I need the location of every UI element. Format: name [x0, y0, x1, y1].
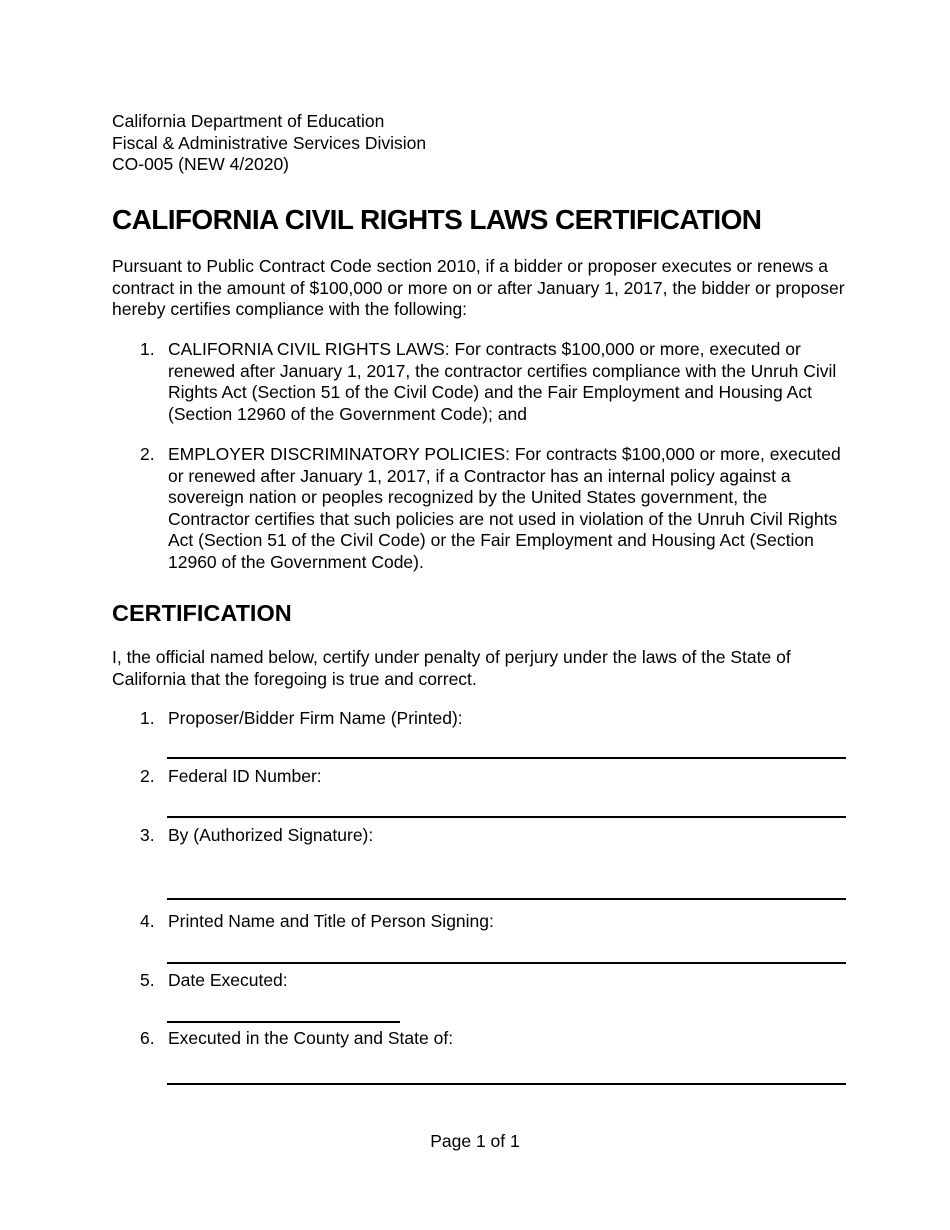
- certification-intro: I, the official named below, certify under penalty of perjury under the laws of the State of California that the foregoing is true and correct.: [112, 647, 791, 689]
- field-number: 6.: [140, 1028, 155, 1048]
- field-label: Date Executed:: [168, 970, 288, 990]
- field-number: 1.: [140, 708, 155, 728]
- date-executed-line[interactable]: [167, 1021, 400, 1023]
- firm-name-line[interactable]: [167, 757, 846, 759]
- field-number: 4.: [140, 911, 155, 931]
- document-page: [112, 111, 847, 1048]
- requirement-number: 2.: [140, 444, 155, 464]
- division-name: Fiscal & Administrative Services Division: [112, 132, 427, 153]
- requirement-text: CALIFORNIA CIVIL RIGHTS LAWS: For contracts $100,000 or more, executed or renewed after January 1, 2017, the contractor certifies compliance with the Unruh Civil Rights Act (Section 51 of the Civil Code) and the Fair Employment and Housing Act (Section 12960 of the Government Code); and: [168, 339, 837, 424]
- field-label: Executed in the County and State of:: [168, 1028, 454, 1048]
- county-state-line[interactable]: [167, 1083, 846, 1085]
- page-number: Page 1 of 1: [430, 1131, 520, 1151]
- requirement-number: 1.: [140, 339, 155, 359]
- field-label: Proposer/Bidder Firm Name (Printed):: [168, 708, 463, 728]
- field-number: 2.: [140, 766, 155, 786]
- signature-line[interactable]: [167, 898, 846, 900]
- intro-paragraph: Pursuant to Public Contract Code section 2010, if a bidder or proposer executes or renews a contract in the amount of $100,000 or more on or after January 1, 2017, the bidder or proposer hereby certifies compliance with the following:: [112, 256, 845, 319]
- department-name: California Department of Education: [112, 111, 385, 131]
- field-number: 5.: [140, 970, 155, 990]
- field-label: Printed Name and Title of Person Signing:: [168, 911, 494, 931]
- requirement-text: EMPLOYER DISCRIMINATORY POLICIES: For contracts $100,000 or more, executed or renewed after January 1, 2017, if a Contractor has an internal policy against a sovereign nation or peoples recognized by the United States government, the Contractor certifies that such policies are not used in violation of the Unruh Civil Rights Act (Section 51 of the Civil Code) or the Fair Employment and Housing Act (Section 12960 of the Government Code).: [168, 444, 841, 572]
- federal-id-line[interactable]: [167, 816, 846, 818]
- document-title: CALIFORNIA CIVIL RIGHTS LAWS CERTIFICATION: [112, 204, 762, 235]
- document-header: [112, 111, 847, 176]
- form-number: CO-005 (NEW 4/2020): [112, 154, 290, 174]
- field-label: By (Authorized Signature):: [168, 825, 374, 845]
- requirement-item: [112, 339, 847, 425]
- certification-heading: CERTIFICATION: [112, 600, 292, 626]
- field-label: Federal ID Number:: [168, 766, 322, 786]
- printed-name-line[interactable]: [167, 962, 846, 964]
- field-number: 3.: [140, 825, 155, 845]
- requirement-item: [112, 444, 847, 573]
